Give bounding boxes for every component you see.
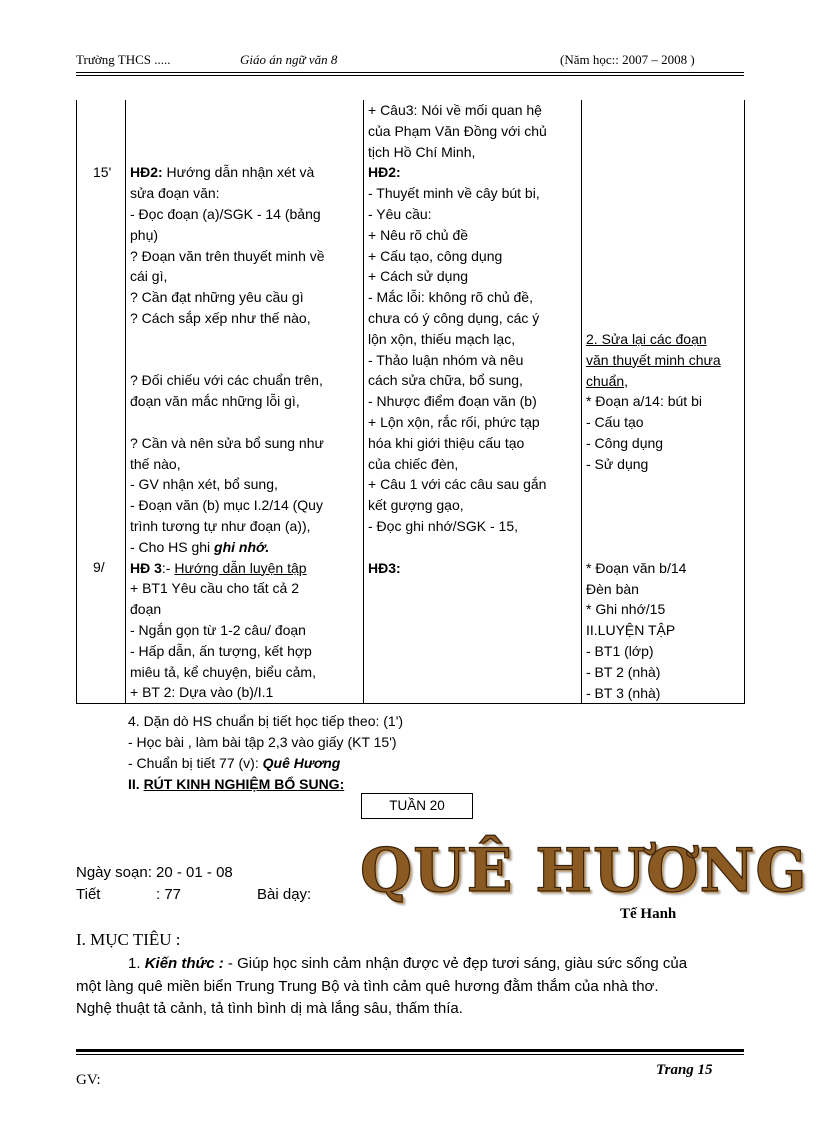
homework-item-1: - Học bài , làm bài tập 2,3 vào giấy (KT 15') [128, 734, 397, 750]
hd2-label: HĐ2: [130, 164, 163, 181]
teacher-hd3-heading: HĐ 3:- Hướng dẫn luyện tập [130, 559, 307, 576]
content-column [582, 100, 745, 704]
teacher-lines-a: sửa đoạn văn: - Đọc đoạn (a)/SGK - 14 (bảng phụ) ? Đoạn văn trên thuyết minh về cái gì, ? Cần đạt những yêu cầu gì ? Cách sắp xếp như thế nào, [130, 185, 325, 326]
homework-heading: 4. Dặn dò HS chuẩn bị tiết học tiếp theo: (1') [128, 713, 404, 729]
teacher-ghi-nho: - Cho HS ghi ghi nhớ. [130, 538, 270, 555]
time-hd3: 9/ [93, 559, 105, 576]
lesson-label: Bài dạy: [257, 886, 312, 903]
time-hd2: 15' [93, 164, 112, 181]
section-objectives: I. MỤC TIÊU : [76, 930, 181, 949]
teacher-lines-d: + BT1 Yêu cầu cho tất cả 2 đoạn - Ngắn gọn từ 1-2 câu/ đoạn - Hấp dẫn, ấn tượng, kết hợp miêu tả, kể chuyện, biểu cảm, + BT 2: Dựa vào (b)/I.1 [130, 580, 316, 701]
teacher-lines-c: ? Cần và nên sửa bổ sung như thế nào, - GV nhận xét, bổ sung, - Đoạn văn (b) mục I.2/14 (Quy trình tương tự như đoạn (a)), [130, 434, 324, 534]
content-doan-b-luyen-tap: * Đoạn văn b/14 Đèn bàn * Ghi nhớ/15 II.LUYỆN TẬP - BT1 (lớp) - BT 2 (nhà) - BT 3 (nhà) [586, 559, 687, 701]
teacher-hd2-heading: HĐ2: Hướng dẫn nhận xét và [130, 164, 315, 181]
week-box: TUẦN 20 [361, 793, 473, 819]
homework-item-2: - Chuẩn bị tiết 77 (v): Quê Hương [128, 755, 341, 771]
header-rule-thin [76, 75, 744, 76]
content-doan-a: * Đoạn a/14: bút bi - Cấu tạo - Công dụng - Sử dụng [586, 393, 702, 472]
objective-line-3: Nghệ thuật tả cảnh, tả tình bình dị mà lắng sâu, thấm thía. [76, 1000, 463, 1017]
teacher-activity-column [126, 100, 364, 704]
header-school: Trường THCS ..... [76, 52, 171, 67]
prep-date: Ngày soạn: 20 - 01 - 08 [76, 864, 233, 881]
footer-rule [76, 1049, 744, 1052]
content-section-2: 2. Sửa lại các đoạn văn thuyết minh chưa chuẩn, [586, 331, 721, 389]
student-hd3-heading: HĐ3: [368, 559, 401, 576]
objective-line-1: 1. Kiến thức : - Giúp học sinh cảm nhận được vẻ đẹp tươi sáng, giàu sức sống của [128, 955, 688, 972]
student-lines-top: + Câu3: Nói về mối quan hệ của Phạm Văn Đồng với chủ tịch Hồ Chí Minh, [368, 102, 547, 160]
student-activity-column [364, 100, 582, 704]
page-number: Trang 15 [656, 1062, 713, 1078]
footer-rule-thin [76, 1054, 744, 1055]
period-label: Tiết [76, 886, 101, 903]
objective-knowledge [76, 953, 744, 1021]
student-hd2-heading: HĐ2: [368, 164, 401, 181]
teacher-lines-b: ? Đối chiếu với các chuẩn trên, đoạn văn mắc những lỗi gì, [130, 372, 323, 410]
student-lines-mid: - Thuyết minh về cây bút bi, - Yêu cầu: + Nêu rõ chủ đề + Cấu tạo, công dụng + Cách sử dụng - Mắc lỗi: không rõ chủ đề, chưa có ý công dụng, các ý lộn xộn, thiếu mạch lạc, - Thảo luận nhóm và nêu cách sửa chữa, bổ sung, - Nhược điểm đoạn văn (b) + Lộn xộn, rắc rối, phức tạp hóa khi giới thiệu cấu tạo của chiếc đèn, + Câu 1 với các câu sau gắn kết gượng gạo, - Đọc ghi nhớ/SGK - 15, [368, 185, 547, 534]
header-year: (Năm học:: 2007 – 2008 ) [560, 52, 695, 67]
period-value: : 77 [156, 886, 182, 903]
header-subject: Giáo án ngữ văn 8 [240, 52, 338, 67]
experience-heading: II. RÚT KINH NGHIỆM BỔ SUNG: [128, 776, 345, 792]
poem-author: Tế Hanh [620, 906, 677, 922]
lesson-table [76, 100, 745, 704]
objective-line-2: một làng quê miền biển Trung Trung Bộ và tình cảm quê hương đằm thắm của nhà thơ. [76, 977, 659, 995]
header-rule [76, 72, 744, 73]
footer-teacher: GV: [76, 1072, 101, 1088]
lesson-title-wordart: QUÊ HƯƠNG [360, 836, 808, 906]
time-column [77, 100, 126, 704]
